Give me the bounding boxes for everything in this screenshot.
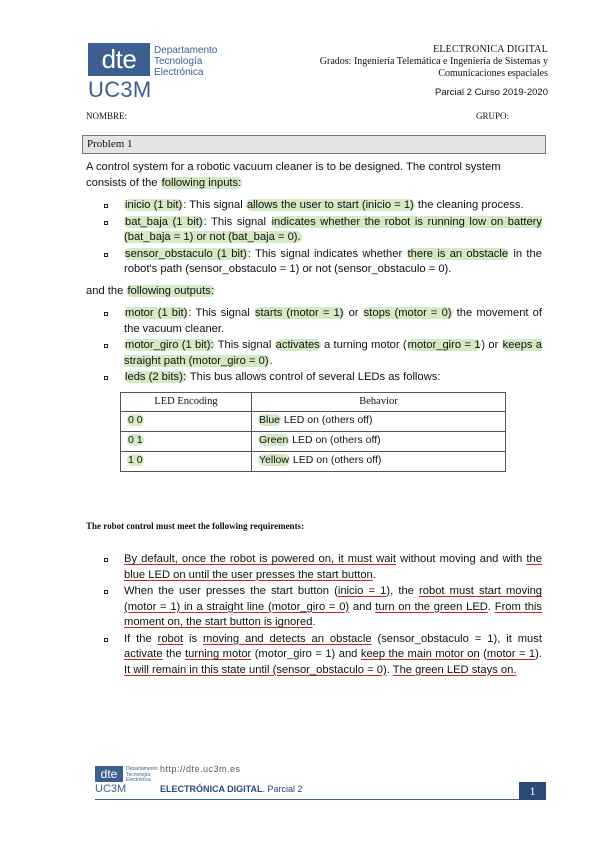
text: (sensor_obstaculo = 1), it must: [371, 632, 542, 645]
footer-logo-uc3m: UC3M: [95, 783, 127, 795]
footer-divider: [95, 799, 546, 800]
text: ) or: [481, 339, 502, 351]
underlined: turn on the green LED: [375, 600, 488, 613]
footer-url[interactable]: http://dte.uc3m.es: [160, 764, 241, 774]
grupo-label: GRUPO:: [476, 111, 510, 121]
underlined: From this moment on, the start button is ignored: [124, 600, 542, 628]
name-group-row: [86, 111, 516, 121]
requirements-title: The robot control must meet the following requirements:: [86, 521, 305, 531]
logo-dept-line: Electrónica: [154, 67, 204, 78]
logo-dept-line: Tecnología: [154, 56, 203, 67]
text: in the robot's path (sensor_obstaculo = 1) or not (sensor_obstaculo = 0).: [124, 247, 542, 275]
footer-logo: [95, 766, 165, 798]
code-value: 0 1: [128, 434, 143, 447]
column-header: LED Encoding: [121, 392, 252, 411]
underlined: By default, once the robot is powered on, it must wait: [124, 553, 397, 565]
text: : This signal: [183, 199, 246, 211]
signal-name: sensor_obstaculo (1 bit): [125, 247, 247, 260]
text: the: [162, 648, 186, 660]
square-bullet-icon: [104, 204, 108, 208]
text: LED on (others off): [289, 454, 382, 467]
text: and the: [86, 284, 127, 297]
underlined: activate: [124, 648, 163, 660]
text: the cleaning process.: [414, 199, 524, 211]
inputs-list: [86, 198, 542, 278]
color-word: Yellow: [259, 454, 289, 467]
intro-text: A control system for a robotic vacuum cleaner is to be designed. The control system consists of the: [86, 161, 501, 189]
square-bullet-icon: [104, 312, 108, 316]
text: This signal: [214, 339, 275, 351]
table-row: [121, 451, 506, 471]
text: : This signal indicates whether: [247, 247, 407, 260]
underlined: The green LED stays on.: [392, 663, 517, 676]
signal-name: bat_baja (1 bit): [125, 215, 203, 228]
logo-dte-mark: dte: [88, 43, 150, 76]
square-bullet-icon: [104, 344, 108, 348]
problem-body: [86, 160, 542, 472]
text: If the: [124, 632, 158, 645]
text: .: [386, 663, 393, 676]
requirements-list: [86, 552, 542, 678]
signal-name: inicio (1 bit): [125, 199, 183, 211]
underlined: It will remain in this state until (sensor_obstaculo = 0): [124, 663, 387, 676]
footer-logo-dte: dte: [95, 766, 123, 782]
list-item: [86, 247, 542, 278]
list-item: [86, 552, 542, 583]
text: .: [372, 568, 376, 581]
color-word: Blue: [259, 414, 281, 427]
text: : This signal: [203, 215, 271, 228]
highlight: starts (motor = 1): [254, 307, 344, 319]
text: a turning motor (: [320, 339, 407, 351]
intro-highlight: following inputs:: [161, 176, 242, 189]
table-cell: [252, 431, 506, 451]
nombre-label: NOMBRE:: [86, 111, 128, 121]
logo-department-text: [154, 45, 217, 78]
square-bullet-icon: [104, 253, 108, 257]
underlined: robot must start moving (motor = 1) in a straight line (motor_giro = 0): [124, 585, 543, 613]
text: LED on (others off): [289, 434, 381, 447]
page-number: 1: [519, 782, 546, 800]
list-item: [86, 198, 542, 214]
underlined: keep the main motor on: [360, 648, 480, 660]
table-row: [121, 431, 506, 451]
signal-name: motor_giro (1 bit):: [125, 339, 214, 351]
header-info: [258, 44, 548, 99]
text: ), the: [386, 585, 420, 597]
table-header-row: [121, 392, 506, 411]
square-bullet-icon: [104, 376, 108, 380]
text: (: [479, 648, 487, 660]
text: or: [344, 307, 363, 319]
code-value: 1 0: [128, 454, 143, 467]
underlined: moving and detects an obstacle: [203, 632, 372, 645]
text: This bus allows control of several LEDs as follows:: [186, 371, 441, 383]
list-item: [86, 370, 542, 386]
logo-dept-line: Departamento: [126, 766, 158, 772]
table-cell: [121, 451, 252, 471]
highlight: indicates whether the robot is running low on battery (bat_baja = 1) or not (bat_baja = 0).: [124, 215, 542, 243]
highlight: stops (motor = 0): [363, 307, 452, 319]
column-header: Behavior: [252, 392, 506, 411]
subject-title: ELECTRONICA DIGITAL: [433, 44, 548, 55]
underlined: turning motor: [185, 648, 252, 660]
text: When the user presses the start button (: [124, 585, 338, 597]
list-item: [86, 632, 542, 679]
table-row: [121, 411, 506, 431]
underlined: motor = 1: [486, 648, 536, 660]
highlight: there is an obstacle: [407, 247, 509, 260]
text: the movement of the vacuum cleaner.: [124, 307, 542, 335]
list-item: [86, 306, 542, 337]
highlight: motor_giro = 1: [407, 339, 481, 351]
text: without moving and with: [396, 553, 527, 565]
logo-dept-line: Electrónica: [126, 777, 151, 783]
requirements-body: [86, 552, 542, 684]
logo-dept-line: Departamento: [154, 45, 218, 56]
outputs-highlight: following outputs:: [127, 284, 214, 297]
footer-title-rest: . Parcial 2: [262, 784, 303, 794]
signal-name: leds (2 bits):: [125, 371, 186, 383]
table-cell: [121, 431, 252, 451]
logo-uc3m: UC3M: [88, 77, 152, 102]
square-bullet-icon: [104, 638, 108, 642]
highlight: allows the user to start (inicio = 1): [246, 199, 414, 211]
problem-title: Problem 1: [82, 135, 546, 154]
table-cell: [252, 451, 506, 471]
text: is: [183, 632, 203, 645]
color-word: Green: [259, 434, 289, 447]
list-item: [86, 215, 542, 246]
underlined: the blue LED on until the user presses the start button: [124, 553, 542, 581]
text: and: [349, 600, 376, 613]
text: .: [312, 616, 316, 628]
text: .: [487, 600, 495, 613]
text: LED on (others off): [281, 414, 373, 427]
footer-title: [160, 784, 303, 794]
footer-logo-dept: [126, 767, 158, 784]
list-item: [86, 584, 542, 631]
outputs-list: [86, 306, 542, 386]
signal-name: motor (1 bit): [125, 307, 188, 319]
degrees-line: Grados: Ingeniería Telemática e Ingeniería de Sistemas y Comunicaciones espaciales: [319, 56, 548, 79]
logo-dept-line: Tecnología: [126, 771, 151, 778]
underlined: robot: [157, 632, 184, 645]
list-item: [86, 338, 542, 369]
square-bullet-icon: [104, 221, 108, 225]
square-bullet-icon: [104, 590, 108, 594]
text: (motor_giro = 1) and: [251, 648, 361, 660]
underlined: inicio = 1: [337, 585, 387, 597]
table-cell: [252, 411, 506, 431]
course-line: Parcial 2 Curso 2019-2020: [434, 87, 548, 98]
footer-title-bold: ELECTRÓNICA DIGITAL: [160, 784, 263, 794]
led-encoding-table: [120, 392, 506, 472]
table-cell: [121, 411, 252, 431]
square-bullet-icon: [104, 558, 108, 562]
highlight: activates: [275, 339, 320, 351]
outputs-intro: [86, 284, 542, 300]
code-value: 0 0: [128, 414, 143, 427]
dte-logo: [88, 43, 228, 103]
text: : This signal: [188, 307, 254, 319]
text: .: [269, 354, 273, 367]
highlight: keeps a straight path (motor_giro = 0): [124, 339, 543, 367]
intro-paragraph: [86, 160, 542, 191]
text: ).: [535, 648, 542, 660]
